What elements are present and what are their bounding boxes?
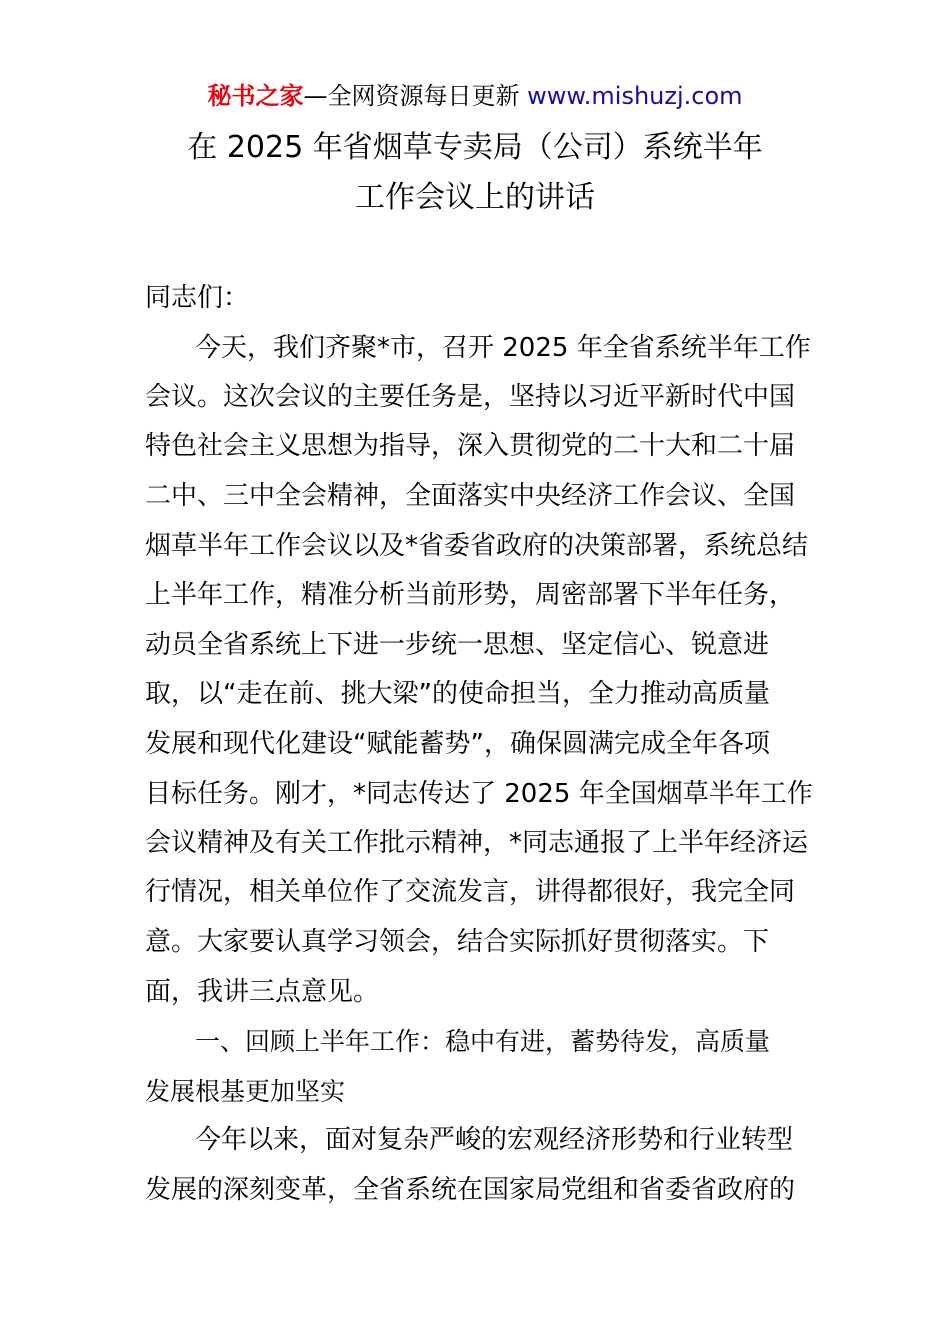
paragraph-line: 动员全省系统上下进一步统一思想、坚定信心、锐意进 <box>145 630 770 660</box>
section-heading-line: 一、回顾上半年工作：稳中有进，蓄势待发，高质量 <box>195 1027 771 1056</box>
paragraph-line: 行情况，相关单位作了交流发言，讲得都很好，我完全同 <box>145 877 796 907</box>
site-header <box>0 80 950 112</box>
document-title-line-2: 工作会议上的讲话 <box>355 180 595 215</box>
paragraph-line: 目标任务。刚才，*同志传达了 2025 年全国烟草半年工作 <box>145 779 813 809</box>
paragraph-line: 烟草半年工作会议以及*省委省政府的决策部署，系统总结 <box>145 531 809 561</box>
paragraph-line: 特色社会主义思想为指导，深入贯彻党的二十大和二十届 <box>145 431 796 461</box>
paragraph-line: 面，我讲三点意见。 <box>145 977 380 1007</box>
header-tagline: —全网资源每日更新 <box>303 82 520 110</box>
paragraph-line: 会议精神及有关工作批示精神，*同志通报了上半年经济运 <box>145 828 809 858</box>
paragraph-line: 会议。这次会议的主要任务是，坚持以习近平新时代中国 <box>145 382 796 412</box>
paragraph-line: 上半年工作，精准分析当前形势，周密部署下半年任务， <box>145 580 796 610</box>
document-title-line-1: 在 2025 年省烟草专卖局（公司）系统半年 <box>187 130 763 165</box>
paragraph-line: 发展的深刻变革，全省系统在国家局党组和省委省政府的 <box>145 1175 796 1205</box>
site-link[interactable]: www.mishuzj.com <box>527 82 743 110</box>
paragraph-line: 意。大家要认真学习领会，结合实际抓好贯彻落实。下 <box>145 927 770 957</box>
paragraph-line: 发展和现代化建设“赋能蓄势”，确保圆满完成全年各项 <box>145 729 770 759</box>
paragraph-line: 今年以来，面对复杂严峻的宏观经济形势和行业转型 <box>195 1125 794 1155</box>
salutation: 同志们： <box>145 283 250 313</box>
section-heading-line: 发展根基更加坚实 <box>145 1077 346 1106</box>
paragraph-line: 二中、三中全会精神，全面落实中央经济工作会议、全国 <box>145 481 796 511</box>
paragraph-line: 今天，我们齐聚*市，召开 2025 年全省系统半年工作 <box>195 333 811 363</box>
paragraph-line: 取，以“走在前、挑大梁”的使命担当，全力推动高质量 <box>145 679 770 709</box>
brand-name: 秘书之家 <box>207 82 304 110</box>
